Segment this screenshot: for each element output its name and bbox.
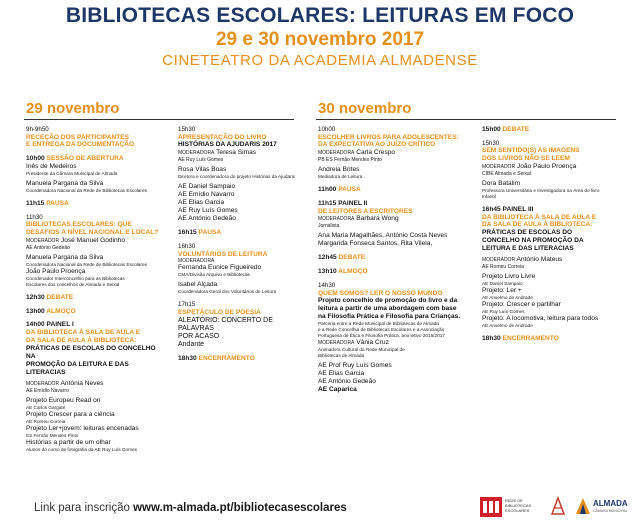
day1-divider — [24, 119, 294, 120]
event-venue: CINETEATRO DA ACADEMIA ALMADENSE — [162, 52, 478, 69]
session-debate-2: 12h45 DEBATE — [318, 254, 366, 262]
session-who-are-we: 14h30 QUEM SOMOS? LER O NOSSO MUNDO Projeto concelhio de promoção do livro e da leitura a partir de uma abordagem com base na Filosofia Prática e Filosofia para Crianças. Parceria entre a Rede Municipal de Bibliotecas de Almada e a Rede Concelhia de Bibliotecas Escolares e a Associação Portuguesa de Ética e Filosofia Prática, ano letivo 2016/2017 MODERADORA Vânia Cruz Animadora Cultural da Rede Municipal de Bibliotecas de Almada AE Prof Ruy Luís Gomes AE Elias Garcia AE António Gedeão AE Caparica — [318, 282, 461, 394]
session-lunch-2: 13h10 ALMOÇO — [318, 268, 368, 276]
event-dates: 29 e 30 novembro 2017 — [215, 29, 425, 50]
session-panel-2: 11h15 PAINEL II DE LEITORES A ESCRITORES MODERADORA Barbara Wong Jornalista Ana Maria Magalhães, António Costa Neves Margarida Fonseca Santos, Rita Vilela, — [318, 199, 448, 248]
session-choosing-books: 10h00 ESCOLHER LIVROS PARA ADOLESCENTES: DA EXPECTATIVA AO JUÍZO CRÍTICO MODERADORA Carla Crespo PB ES Fernão Mendes Pinto Andreia Brites Mediadora de Leitura — [318, 126, 459, 180]
session-images: 15h30 SEM SENTIDO(S) AS IMAGENS DOS LIVROS NÃO SE LEEM MODERADOR João Paulo Proença CIBE Almada e Seixal Dora Batalim Professora Universitária e Investigadora na Área do livro Infantil — [482, 139, 600, 199]
day2-heading: 30 novembro — [318, 100, 412, 117]
session-poetry: 17h15 ESPETÁCULO DE POESIA ALEATÓRIO: CONCERTO DE PALAVRAS POR ACASO Andante — [178, 301, 273, 348]
session-debate-3: 15h00 DEBATE — [482, 126, 530, 133]
session-reception: 9h-9h50 RECEÇÃO DOS PARTICIPANTES E ENTREGA DA DOCUMENTAÇÃO — [26, 126, 135, 149]
header — [0, 4, 640, 70]
session-challenges: 11h30 BIBLIOTECAS ESCOLARES: QUE DESAFIOS A NÍVEL NACIONAL E LOCAL? MODERADOR José Manuel Godinho AE António Gedeão Manuela Pargana da Silva Coordenadora Nacional da Rede de Bibliotecas Escolares João Paulo Proença Coordenador Interconcelhio para as Bibliotecas Escolares dos concelhos de Almada e Seixal — [26, 213, 159, 287]
session-debate-1: 12h30 DEBATE — [26, 293, 74, 301]
session-lunch-1: 13h00 ALMOÇO — [26, 307, 76, 315]
session-volunteers: 16h30 VOLUNTÁRIOS DE LEITURA MODERADORA Fernanda Eunice Figueiredo CMA/Divisão Arquivo e Bibliotecas Isabel Alçada Coordenadora Geral dos Voluntários de Leitura — [178, 243, 277, 295]
registration-link[interactable]: Link para inscrição www.m-almada.pt/bibliotecasescolares — [34, 502, 347, 514]
day1-heading: 29 novembro — [26, 100, 120, 117]
almada-emblem-icon — [575, 497, 591, 515]
col-day2-morning — [318, 126, 478, 400]
almada-logo: ALMADA CÂMARA MUNICIPAL — [575, 494, 635, 520]
cineteatro-logo-icon — [548, 494, 568, 518]
session-panel-3: 16h45 PAINEL III DA BIBLIOTECA À SALA DE AULA E DA SALA DE AULA À BIBLIOTECA: PRÁTICAS DE ESCOLAS DO CONCELHO NA PROMOÇÃO DA LEITURA E DAS LITERACIAS MODERADOR António Mateus AE Romeu Correia Projeto Livro Livre AE Daniel Sampaio Projeto: Ler + AE Anselmo de Andrade Projeto: Crescer e partilhar AE Ruy Luís Gomes Projeto: A locomotiva, leitura para todos AE Anselmo de Andrade — [482, 205, 599, 329]
event-title: BIBLIOTECAS ESCOLARES: LEITURAS EM FOCO — [65, 4, 575, 27]
col-day2-afternoon — [482, 126, 622, 349]
rbe-mark-icon — [483, 501, 499, 513]
rbe-logo: REDE DE BIBLIOTECAS ESCOLARES — [480, 495, 536, 519]
session-book-launch: 15h30 APRESENTAÇÃO DO LIVRO HISTÓRIAS DA AJUDARIS 2017 MODERADORA Teresa Simas AE Ruy Luís Gomes Rosa Vilas Boas Diretora e coordenadora do projeto Histórias da Ajudaris AE Daniel Sampaio AE Emídio Navarro AE Elias Garcia AE Ruy Luís Gomes AE António Gedeão — [178, 126, 295, 223]
session-break-3: 11h00 PAUSA — [318, 186, 361, 194]
day2-divider — [316, 119, 616, 120]
session-closing-2: 18h30 ENCERRAMENTO — [482, 335, 559, 343]
session-break-1: 11h15 PAUSA — [26, 199, 69, 207]
session-panel-1: 14h00 PAINEL I DA BIBLIOTECA À SALA DE AULA E DA SALA DE AULA À BIBLIOTECA: PRÁTICAS DE ESCOLAS DO CONCELHO NA PROMOÇÃO DA LEITURA E DAS LITERACIAS MODERADOR Antónia Neves AE Emídio Navarro Projeto Europeu Read on AE Carlos Gargaté Projeto Crescer para a ciência AE Romeu Correia Projeto Ler+jovem: leituras encenadas ES Fernão Mendes Pinto Histórias a partir de um olhar Alunos do curso de fotografia da AE Ruy Luís Gomes — [26, 321, 156, 452]
col-day1-afternoon — [178, 126, 304, 368]
session-closing-1: 18h30 ENCERRAMENTO — [178, 354, 255, 362]
session-opening: 10h00 SESSÃO DE ABERTURA Inês de Medeiros Presidente da Câmara Municipal de Almada Manuela Pargana da Silva Coordenadora Nacional da Rede de Bibliotecas Escolares — [26, 155, 147, 193]
col-day1-morning — [26, 126, 166, 459]
session-break-2: 16h15 PAUSA — [178, 229, 222, 237]
